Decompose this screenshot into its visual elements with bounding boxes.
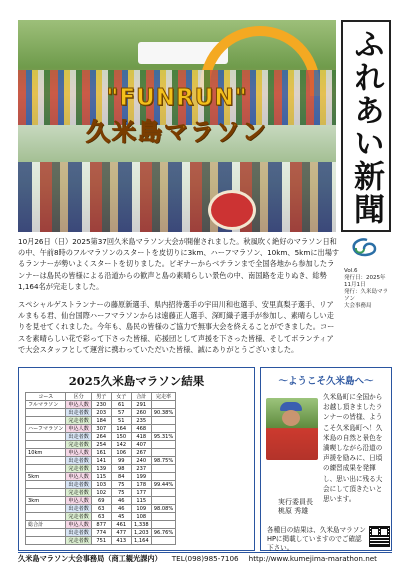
table-row: [26, 473, 176, 481]
cell-kind: 申込人数: [66, 425, 91, 433]
cell-course: [26, 537, 66, 545]
cell-rate: [151, 489, 175, 497]
cell-course: [26, 481, 66, 489]
cell-rate: [151, 401, 175, 409]
cell-kind: 申込人数: [66, 449, 91, 457]
spiral-logo-icon: [349, 236, 379, 262]
cell-female: 477: [111, 529, 131, 537]
cell-total: 115: [131, 497, 151, 505]
cell-total: 177: [131, 489, 151, 497]
cell-female: 413: [111, 537, 131, 545]
cell-rate: [151, 441, 175, 449]
cell-female: 142: [111, 441, 131, 449]
cell-male: 184: [91, 417, 111, 425]
cell-course: フルマラソン: [26, 401, 66, 409]
cell-male: 141: [91, 457, 111, 465]
cell-course: [26, 457, 66, 465]
table-row: [26, 409, 176, 417]
cell-kind: 完走者数: [66, 513, 91, 521]
results-header-row: [26, 393, 176, 401]
cell-male: 63: [91, 513, 111, 521]
cell-kind: 申込人数: [66, 521, 91, 529]
cell-course: [26, 465, 66, 473]
results-table: [25, 392, 176, 545]
cell-kind: 出走者数: [66, 409, 91, 417]
cell-female: 57: [111, 409, 131, 417]
header-rate: 完走率: [151, 393, 175, 401]
cell-kind: 出走者数: [66, 457, 91, 465]
cell-kind: 完走者数: [66, 465, 91, 473]
cell-kind: 完走者数: [66, 537, 91, 545]
cell-kind: 出走者数: [66, 433, 91, 441]
cell-rate: 99.44%: [151, 481, 175, 489]
cell-male: 774: [91, 529, 111, 537]
header-female: 女子: [111, 393, 131, 401]
article-body: [18, 236, 340, 362]
cell-total: 468: [131, 425, 151, 433]
results-box: [18, 367, 255, 551]
cell-course: 5km: [26, 473, 66, 481]
table-row: [26, 449, 176, 457]
table-row: [26, 521, 176, 529]
cell-female: 99: [111, 457, 131, 465]
cell-female: 46: [111, 505, 131, 513]
cell-total: 1,164: [131, 537, 151, 545]
welcome-message: [323, 392, 387, 504]
cell-total: 237: [131, 465, 151, 473]
cell-kind: 出走者数: [66, 481, 91, 489]
header-kind: 区分: [66, 393, 91, 401]
table-row: [26, 505, 176, 513]
cell-rate: 90.38%: [151, 409, 175, 417]
cell-total: 178: [131, 481, 151, 489]
table-row: [26, 513, 176, 521]
cell-female: 51: [111, 417, 131, 425]
cell-total: 1,203: [131, 529, 151, 537]
cell-kind: 申込人数: [66, 497, 91, 505]
table-row: [26, 457, 176, 465]
cell-rate: 98.08%: [151, 505, 175, 513]
cell-female: 75: [111, 489, 131, 497]
cell-kind: 出走者数: [66, 529, 91, 537]
chairman-caption: [278, 498, 338, 516]
cell-rate: [151, 537, 175, 545]
chairman-photo: [266, 398, 318, 460]
cell-course: [26, 505, 66, 513]
cell-male: 264: [91, 433, 111, 441]
cell-rate: [151, 425, 175, 433]
cell-course: 10km: [26, 449, 66, 457]
article-paragraph-1: 10月26日（日）2025第37回久米島マラソン大会が開催されました。秋風吹く絶好のマラソン日和の中、午前8時のフルマラソンのスタートを皮切りに3km、ハーフマラソン、10km、5kmに出場するランナーが勢いよくスタートを切りました。ビギナーからベテランまで全国各地から参加したランナーは島民の皆様による沿道からの歓声と島の素晴らしい景色の中、南国路を走りぬき、総勢1,164名が完走しました。: [18, 237, 340, 291]
cell-rate: [151, 473, 175, 481]
issue-info: [344, 268, 392, 310]
cell-female: 106: [111, 449, 131, 457]
cell-female: 461: [111, 521, 131, 529]
cell-male: 230: [91, 401, 111, 409]
cell-total: 260: [131, 409, 151, 417]
cell-female: 61: [111, 401, 131, 409]
table-row: [26, 489, 176, 497]
table-row: [26, 497, 176, 505]
footer-url[interactable]: http://www.kumejima-marathon.net: [248, 554, 378, 563]
cell-total: 407: [131, 441, 151, 449]
header-total: 合計: [131, 393, 151, 401]
cell-male: 102: [91, 489, 111, 497]
issue-office: 大会事務局: [344, 303, 372, 309]
issue-volume: Vol.6: [344, 268, 358, 274]
cell-total: 235: [131, 417, 151, 425]
table-row: [26, 465, 176, 473]
footer: [18, 552, 392, 564]
funrun-headline: "FUNRUN": [106, 85, 248, 111]
footer-office: 久米島マラソン大会事務局（商工観光課内）: [18, 554, 162, 563]
table-row: [26, 425, 176, 433]
cell-course: [26, 529, 66, 537]
results-notice: 各種目の結果は、久米島マラソンHPに掲載していますのでご確認下さい。: [267, 526, 366, 552]
cell-female: 75: [111, 481, 131, 489]
results-title: 2025久米島マラソン結果: [68, 374, 205, 388]
face: [282, 410, 300, 426]
cell-male: 115: [91, 473, 111, 481]
cell-rate: 98.75%: [151, 457, 175, 465]
cell-male: 161: [91, 449, 111, 457]
cell-male: 203: [91, 409, 111, 417]
cell-course: [26, 417, 66, 425]
issue-date: 発行日：2025年11月1日: [344, 275, 386, 288]
chairman-name: 桃原 秀雄: [278, 507, 309, 515]
welcome-message-text: 久米島町に全国からお越し頂きましたランナーの皆様、ようこそ久米島町へ！久米島の自然と景色を満喫しながら沿道の声援を励みに、日頃の練習成果を発揮し、思い出に残る大会にして頂きたいと思います。: [323, 393, 383, 504]
cell-male: 139: [91, 465, 111, 473]
cell-rate: [151, 417, 175, 425]
cell-course: [26, 433, 66, 441]
cell-kind: 完走者数: [66, 489, 91, 497]
cell-male: 877: [91, 521, 111, 529]
cell-rate: [151, 513, 175, 521]
cell-course: 総合計: [26, 521, 66, 529]
cell-female: 84: [111, 473, 131, 481]
cell-course: [26, 513, 66, 521]
cell-rate: 96.76%: [151, 529, 175, 537]
cell-male: 254: [91, 441, 111, 449]
table-row: [26, 481, 176, 489]
article-paragraph-2: スペシャルゲストランナーの藤原新選手、県内招待選手の宇田川和也選手、安里真梨子選手、リアルまもる君、仙台国際ハーフマラソンからは遠藤正人選手、深町織子選手が参加し、素晴らしい走りを見せてくれました。今年も、島民の皆様のご協力で無事大会を終えることができました。コースを素晴らしい花で彩って下さった皆様、応援団として声援を下さった皆様、そしてボランティアで大会スタッフとして運営に携わっていただいた皆様、誠にありがとうございました。: [18, 300, 335, 354]
cell-female: 164: [111, 425, 131, 433]
cell-total: 199: [131, 473, 151, 481]
table-row: [26, 537, 176, 545]
cell-course: 3km: [26, 497, 66, 505]
cell-total: 240: [131, 457, 151, 465]
cell-course: [26, 441, 66, 449]
cell-total: 267: [131, 449, 151, 457]
qr-code-icon[interactable]: [369, 526, 390, 547]
cell-total: 418: [131, 433, 151, 441]
table-row: [26, 529, 176, 537]
cell-rate: [151, 521, 175, 529]
chairman-role: 実行委員長: [278, 498, 313, 506]
cell-kind: 完走者数: [66, 417, 91, 425]
cell-course: [26, 409, 66, 417]
cell-kind: 申込人数: [66, 473, 91, 481]
masthead: [341, 20, 391, 232]
cell-female: 46: [111, 497, 131, 505]
cell-male: 63: [91, 505, 111, 513]
cheering-crowd: [18, 162, 336, 232]
cell-course: ハーフマラソン: [26, 425, 66, 433]
table-row: [26, 433, 176, 441]
table-row: [26, 441, 176, 449]
cell-total: 291: [131, 401, 151, 409]
newspaper-title: ふれあい新聞: [348, 28, 384, 226]
cell-female: 98: [111, 465, 131, 473]
footer-tel: TEL(098)985-7106: [171, 554, 239, 563]
cell-total: 109: [131, 505, 151, 513]
taiko-drum: [208, 190, 256, 230]
cell-kind: 申込人数: [66, 401, 91, 409]
cell-rate: [151, 465, 175, 473]
cell-rate: [151, 497, 175, 505]
cell-course: [26, 489, 66, 497]
cell-female: 150: [111, 433, 131, 441]
welcome-heading: ～ようこそ久米島へ～: [278, 376, 374, 387]
header-course: コース: [26, 393, 66, 401]
cell-total: 1,338: [131, 521, 151, 529]
table-row: [26, 401, 176, 409]
cell-rate: [151, 449, 175, 457]
race-title: 久米島マラソン: [86, 118, 268, 146]
cell-male: 307: [91, 425, 111, 433]
table-row: [26, 417, 176, 425]
issue-publisher: 発行：久米島マラソン: [344, 289, 389, 302]
cell-total: 108: [131, 513, 151, 521]
cell-kind: 完走者数: [66, 441, 91, 449]
cell-kind: 出走者数: [66, 505, 91, 513]
cell-male: 751: [91, 537, 111, 545]
cell-female: 45: [111, 513, 131, 521]
cell-male: 69: [91, 497, 111, 505]
header-male: 男子: [91, 393, 111, 401]
cell-male: 103: [91, 481, 111, 489]
cell-rate: 95.31%: [151, 433, 175, 441]
